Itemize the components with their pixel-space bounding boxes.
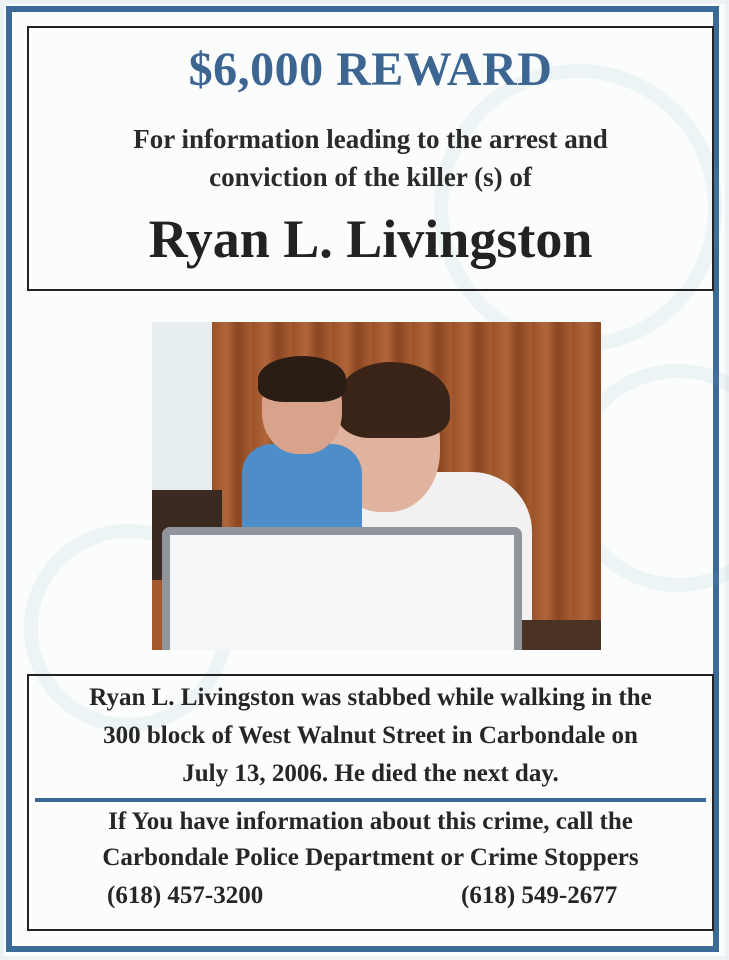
header-box xyxy=(27,26,714,291)
victim-name: Ryan L. Livingston xyxy=(148,209,593,269)
victim-photo xyxy=(152,322,601,650)
divider xyxy=(35,798,706,802)
contact-line-1: If You have information about this crime, call the xyxy=(108,808,633,835)
story-line-3: July 13, 2006. He died the next day. xyxy=(182,760,559,787)
details-box xyxy=(27,674,714,931)
contact-line-2: Carbondale Police Department or Crime Stoppers xyxy=(102,844,639,871)
police-phone-number: (618) 457-3200 xyxy=(107,882,264,909)
crime-stoppers-phone-number: (618) 549-2677 xyxy=(461,882,618,909)
reward-poster xyxy=(4,4,725,956)
story-line-2: 300 block of West Walnut Street in Carbondale on xyxy=(103,722,638,749)
reward-purpose-line-2: conviction of the killer (s) of xyxy=(209,162,532,192)
reward-amount: $6,000 REWARD xyxy=(188,43,553,96)
story-line-1: Ryan L. Livingston was stabbed while walking in the xyxy=(89,684,652,711)
reward-purpose-line-1: For information leading to the arrest and xyxy=(133,124,608,154)
